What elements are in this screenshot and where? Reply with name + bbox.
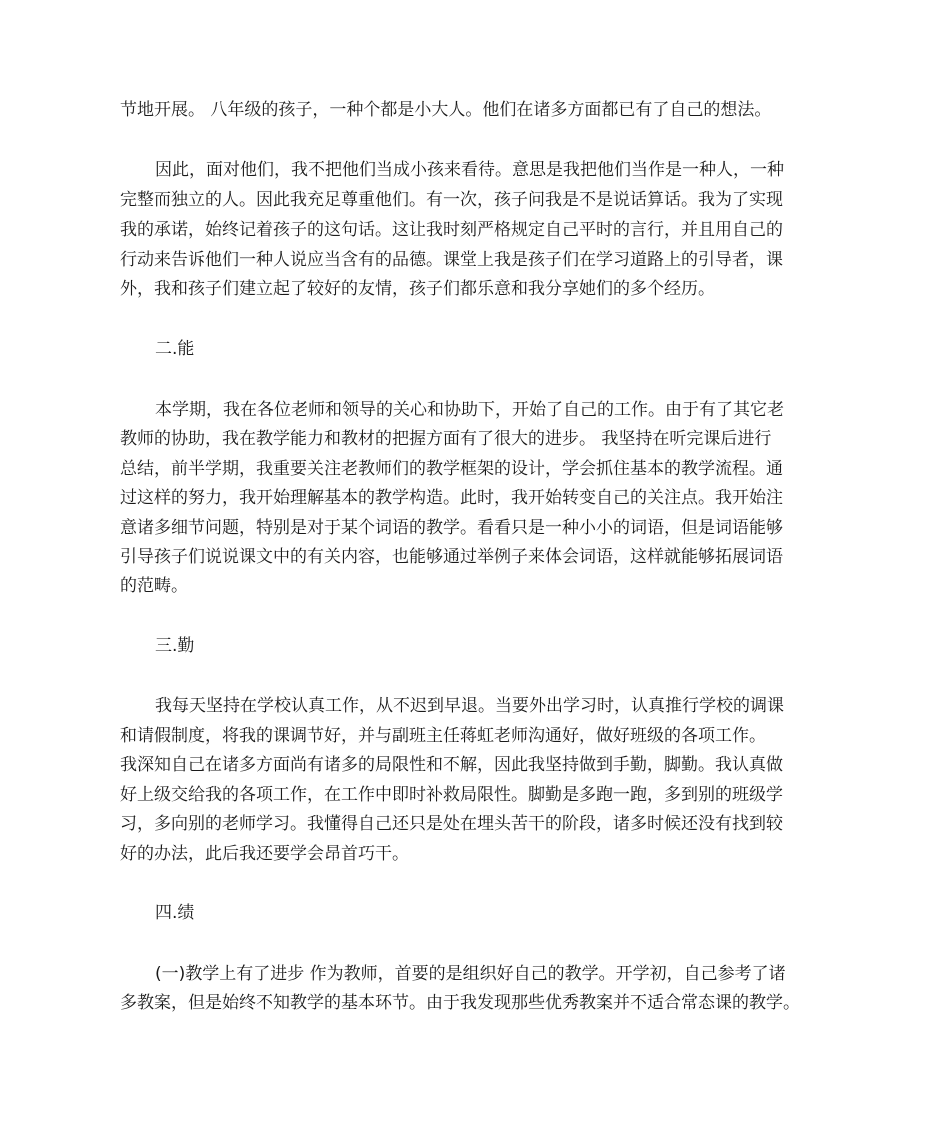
paragraph-line: 教师的协助，我在教学能力和教材的把握方面有了很大的进步。 我坚持在听完课后进行 (120, 429, 772, 449)
paragraph-line: 我每天坚持在学校认真工作，从不迟到早退。当要外出学习时，认真推行学校的调课 (155, 696, 784, 716)
paragraph-line: 行动来告诉他们一种人说应当含有的品德。课堂上我是孩子们在学习道路上的引导者，课 (120, 250, 783, 270)
paragraph-line: 多教案，但是始终不知教学的基本环节。由于我发现那些优秀教案并不适合常态课的教学。 (120, 993, 800, 1013)
paragraph-line: 意诸多细节问题，特别是对于某个词语的教学。看看只是一种小小的词语，但是词语能够 (120, 518, 783, 538)
paragraph-line: 和请假制度，将我的课调节好，并与副班主任蒋虹老师沟通好，做好班级的各项工作。 (120, 726, 766, 746)
paragraph-line: 完整而独立的人。因此我充足尊重他们。有一次，孩子问我是不是说话算话。我为了实现 (120, 190, 783, 210)
paragraph-line: (一)教学上有了进步 作为教师，首要的是组织好自己的教学。开学初，自己参考了诸 (155, 964, 786, 984)
paragraph-line: 总结，前半学期，我重要关注老教师们的教学框架的设计，学会抓住基本的教学流程。通 (120, 459, 783, 479)
section-heading-qin: 三.勤 (155, 636, 195, 656)
paragraph-line: 习，多向别的老师学习。我懂得自己还只是处在埋头苦干的阶段，诸多时候还没有找到较 (120, 814, 783, 834)
paragraph-line: 过这样的努力，我开始理解基本的教学构造。此时，我开始转变自己的关注点。我开始注 (120, 488, 783, 508)
paragraph-line: 本学期，我在各位老师和领导的关心和协助下，开始了自己的工作。由于有了其它老 (155, 400, 784, 420)
intro-line: 节地开展。 八年级的孩子，一种个都是小大人。他们在诸多方面都已有了自己的想法。 (120, 100, 772, 120)
section-heading-ji: 四.绩 (155, 903, 195, 923)
section-heading-neng: 二.能 (155, 339, 195, 359)
paragraph-line: 好上级交给我的各项工作，在工作中即时补救局限性。脚勤是多跑一跑，多到别的班级学 (120, 785, 783, 805)
paragraph-line: 引导孩子们说说课文中的有关内容，也能够通过举例子来体会词语，这样就能够拓展词语 (120, 547, 783, 567)
paragraph-line: 的范畴。 (120, 576, 188, 596)
paragraph-line: 因此，面对他们，我不把他们当成小孩来看待。意思是我把他们当作是一种人，一种 (155, 160, 784, 180)
paragraph-line: 我深知自己在诸多方面尚有诸多的局限性和不解，因此我坚持做到手勤，脚勤。我认真做 (120, 755, 783, 775)
paragraph-line: 外，我和孩子们建立起了较好的友情，孩子们都乐意和我分享她们的多个经历。 (120, 279, 715, 299)
paragraph-line: 好的办法，此后我还要学会昂首巧干。 (120, 844, 409, 864)
paragraph-line: 我的承诺，始终记着孩子的这句话。这让我时刻严格规定自己平时的言行，并且用自己的 (120, 220, 783, 240)
